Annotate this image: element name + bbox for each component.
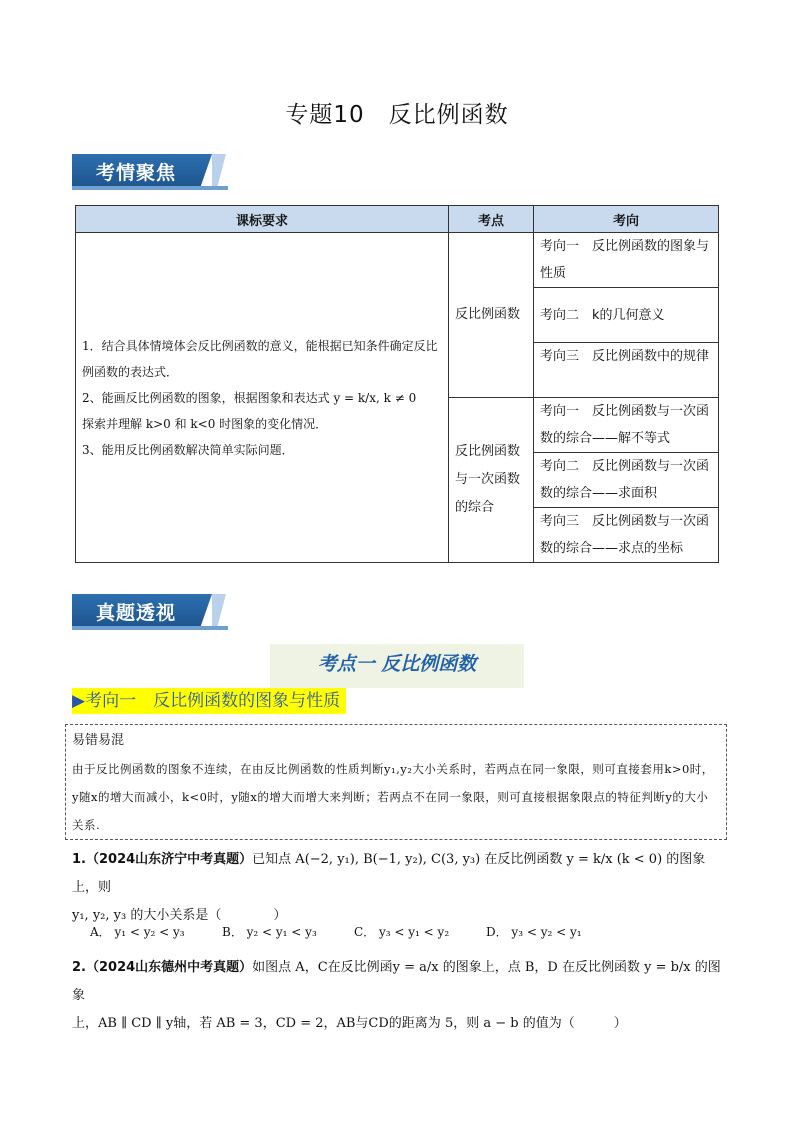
header-requirements: 课标要求 — [76, 206, 449, 233]
requirement-1: 1．结合具体情境体会反比例函数的意义，能根据已知条件确定反比例函数的表达式． — [82, 338, 438, 379]
section-banner-zhenti — [72, 590, 228, 632]
direction-1-2: 考向二 k的几何意义 — [534, 288, 719, 343]
banner-label: 真题透视 — [96, 602, 177, 624]
note-body: 由于反比例函数的图象不连续，在由反比例函数的性质判断y₁,y₂大小关系时，若两点在同一象限，则可直接套用k>0时，y随x的增大而减小，k<0时，y随x的增大而增大来判断；若两点不在同一象限，则可直接根据象限点的特征判断y的大小关系. — [72, 762, 714, 832]
requirement-2b: 探索并理解 k>0 和 k<0 时图象的变化情况． — [82, 416, 328, 431]
question-text: 如图点 A，C在反比例函y = a/x 的图象上，点 B，D 在反比例函数 y = b/x 的图象 — [72, 960, 721, 1003]
requirement-3: 3、能用反比例函数解决简单实际问题． — [82, 442, 294, 457]
header-direction: 考向 — [534, 206, 719, 233]
direction-2-1: 考向一 反比例函数与一次函数的综合——解不等式 — [534, 398, 719, 453]
option-c: C． y₃ < y₁ < y₂ — [354, 925, 450, 939]
banner-label: 考情聚焦 — [96, 162, 177, 184]
question-1 — [72, 846, 730, 930]
requirements-cell — [76, 233, 449, 563]
page-title: 专题10 反比例函数 — [285, 102, 509, 128]
direction-1-3: 考向三 反比例函数中的规律 — [534, 343, 719, 398]
direction-1-1: 考向一 反比例函数的图象与性质 — [534, 233, 719, 288]
option-a: A． y₁ < y₂ < y₃ — [90, 925, 185, 939]
section-banner-kaoqing — [72, 150, 228, 192]
error-note-box — [65, 724, 727, 840]
question-text: 已知点 A(−2, y₁), B(−1, y₂), C(3, y₃) 在反比例函数 y = k/x (k < 0) 的图象上，则 — [72, 852, 706, 895]
kaodian-heading: 考点一 反比例函数 — [270, 644, 524, 688]
kaoxiang-heading: ▶考向一 反比例函数的图象与性质 — [72, 688, 346, 714]
question-text-2: 上，AB ∥ CD ∥ y轴，若 AB = 3，CD = 2，AB与CD的距离为 5，则 a − b 的值为（ ） — [72, 1016, 627, 1031]
option-d: D． y₃ < y₂ < y₁ — [486, 925, 582, 939]
question-2 — [72, 954, 730, 1038]
point-2: 反比例函数与一次函数的综合 — [449, 398, 534, 563]
direction-2-2: 考向二 反比例函数与一次函数的综合——求面积 — [534, 453, 719, 508]
direction-2-3: 考向三 反比例函数与一次函数的综合——求点的坐标 — [534, 508, 719, 563]
question-1-options — [90, 922, 618, 942]
requirements-table — [75, 205, 719, 563]
question-number: 2. — [72, 960, 86, 975]
question-number: 1. — [72, 852, 86, 867]
question-source: （2024山东德州中考真题） — [85, 960, 253, 975]
header-point: 考点 — [449, 206, 534, 233]
question-text-2: y₁, y₂, y₃ 的大小关系是（ ） — [72, 908, 287, 923]
question-source: （2024山东济宁中考真题） — [85, 852, 253, 867]
note-heading: 易错易混 — [72, 733, 125, 748]
option-b: B． y₂ < y₁ < y₃ — [222, 925, 317, 939]
point-1: 反比例函数 — [449, 233, 534, 398]
requirement-2: 2、能画反比例函数的图象，根据图象和表达式 y = k/x, k ≠ 0 — [82, 390, 417, 405]
